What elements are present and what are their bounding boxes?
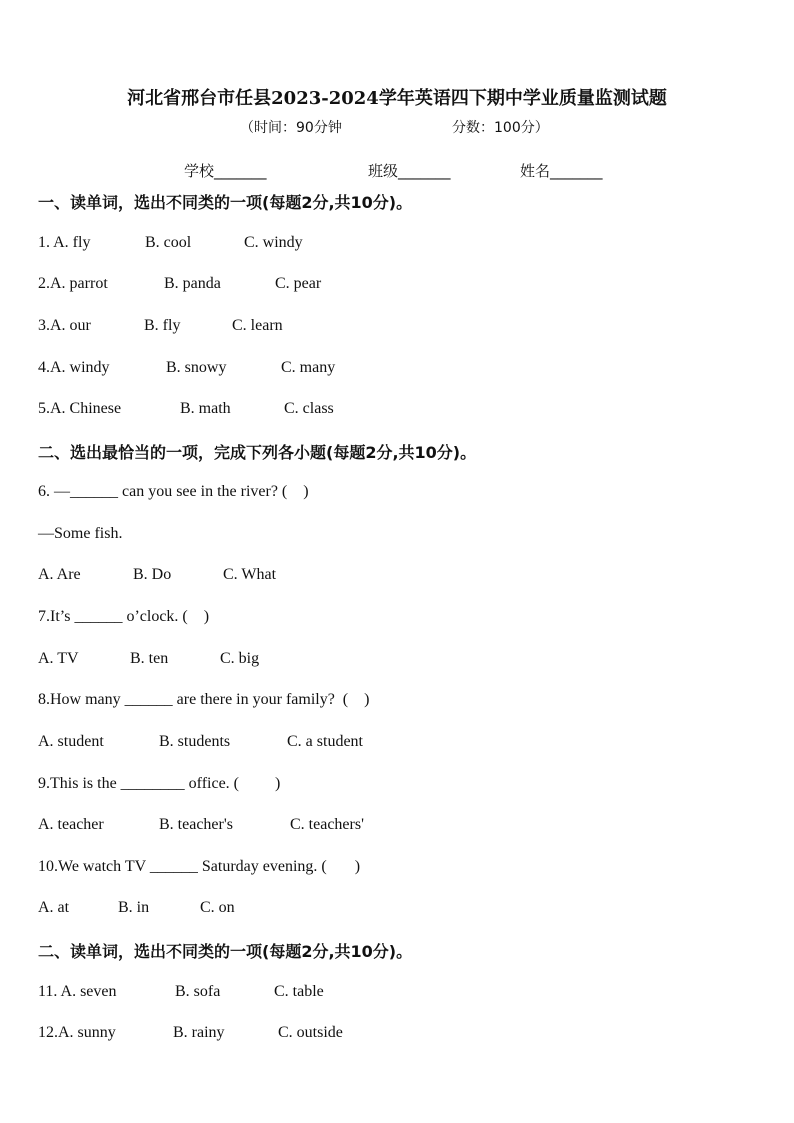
class-field: 班级_______ <box>368 162 451 180</box>
q9-option-b: B. teacher's <box>159 816 233 833</box>
q6-option-a: A. Are <box>38 566 81 583</box>
q6-reply: —Some fish. <box>38 525 123 542</box>
q11-option-a: 11. A. seven <box>38 983 117 1000</box>
q6-stem: 6. —______ can you see in the river? ( ) <box>38 483 309 500</box>
q12-option-c: C. outside <box>278 1024 343 1041</box>
q2-option-b: B. panda <box>164 275 221 292</box>
q9-option-a: A. teacher <box>38 816 104 833</box>
q1-option-b: B. cool <box>145 234 192 251</box>
q7-option-a: A. TV <box>38 650 79 667</box>
q2-option-c: C. pear <box>275 275 322 292</box>
q3-option-a: 3.A. our <box>38 317 91 334</box>
q10-stem: 10.We watch TV ______ Saturday evening. ( ) <box>38 858 361 875</box>
q6-option-b: B. Do <box>133 566 172 583</box>
q8-option-c: C. a student <box>287 733 363 750</box>
q4-option-a: 4.A. windy <box>38 359 110 376</box>
q8-option-b: B. students <box>159 733 231 750</box>
section-2-heading: 二、选出最恰当的一项，完成下列各小题(每题2分,共10分)。 <box>38 443 477 462</box>
q11-option-b: B. sofa <box>175 983 221 1000</box>
exam-time: （时间：90分钟 <box>240 120 342 136</box>
q1-option-c: C. windy <box>244 234 303 251</box>
q8-option-a: A. student <box>38 733 104 750</box>
exam-score: 分数：100分） <box>452 120 549 136</box>
q5-option-c: C. class <box>284 400 334 417</box>
name-field: 姓名_______ <box>520 162 603 180</box>
q12-option-a: 12.A. sunny <box>38 1024 116 1041</box>
q7-stem: 7.It’s ______ o’clock. ( ) <box>38 608 210 625</box>
school-field: 学校_______ <box>184 162 267 180</box>
q1-option-a: 1. A. fly <box>38 234 91 251</box>
q2-option-a: 2.A. parrot <box>38 275 108 292</box>
q7-option-c: C. big <box>220 650 260 667</box>
q6-option-c: C. What <box>223 566 277 583</box>
section-1-heading: 一、读单词，选出不同类的一项(每题2分,共10分)。 <box>38 193 413 212</box>
page-title: 河北省邢台市任县2023-2024学年英语四下期中学业质量监测试题 <box>127 88 667 109</box>
q8-stem: 8.How many ______ are there in your family? ( ) <box>38 691 370 708</box>
q4-option-b: B. snowy <box>166 359 227 376</box>
q11-option-c: C. table <box>274 983 324 1000</box>
q5-option-a: 5.A. Chinese <box>38 400 122 417</box>
q9-option-c: C. teachers' <box>290 816 364 833</box>
q10-option-a: A. at <box>38 899 70 916</box>
q10-option-c: C. on <box>200 899 235 916</box>
q7-option-b: B. ten <box>130 650 169 667</box>
q5-option-b: B. math <box>180 400 231 417</box>
q12-option-b: B. rainy <box>173 1024 225 1041</box>
q9-stem: 9.This is the ________ office. ( ) <box>38 775 281 792</box>
section-3-heading: 二、读单词，选出不同类的一项(每题2分,共10分)。 <box>38 942 413 961</box>
q10-option-b: B. in <box>118 899 150 916</box>
q4-option-c: C. many <box>281 359 336 376</box>
q3-option-c: C. learn <box>232 317 283 334</box>
q3-option-b: B. fly <box>144 317 181 334</box>
